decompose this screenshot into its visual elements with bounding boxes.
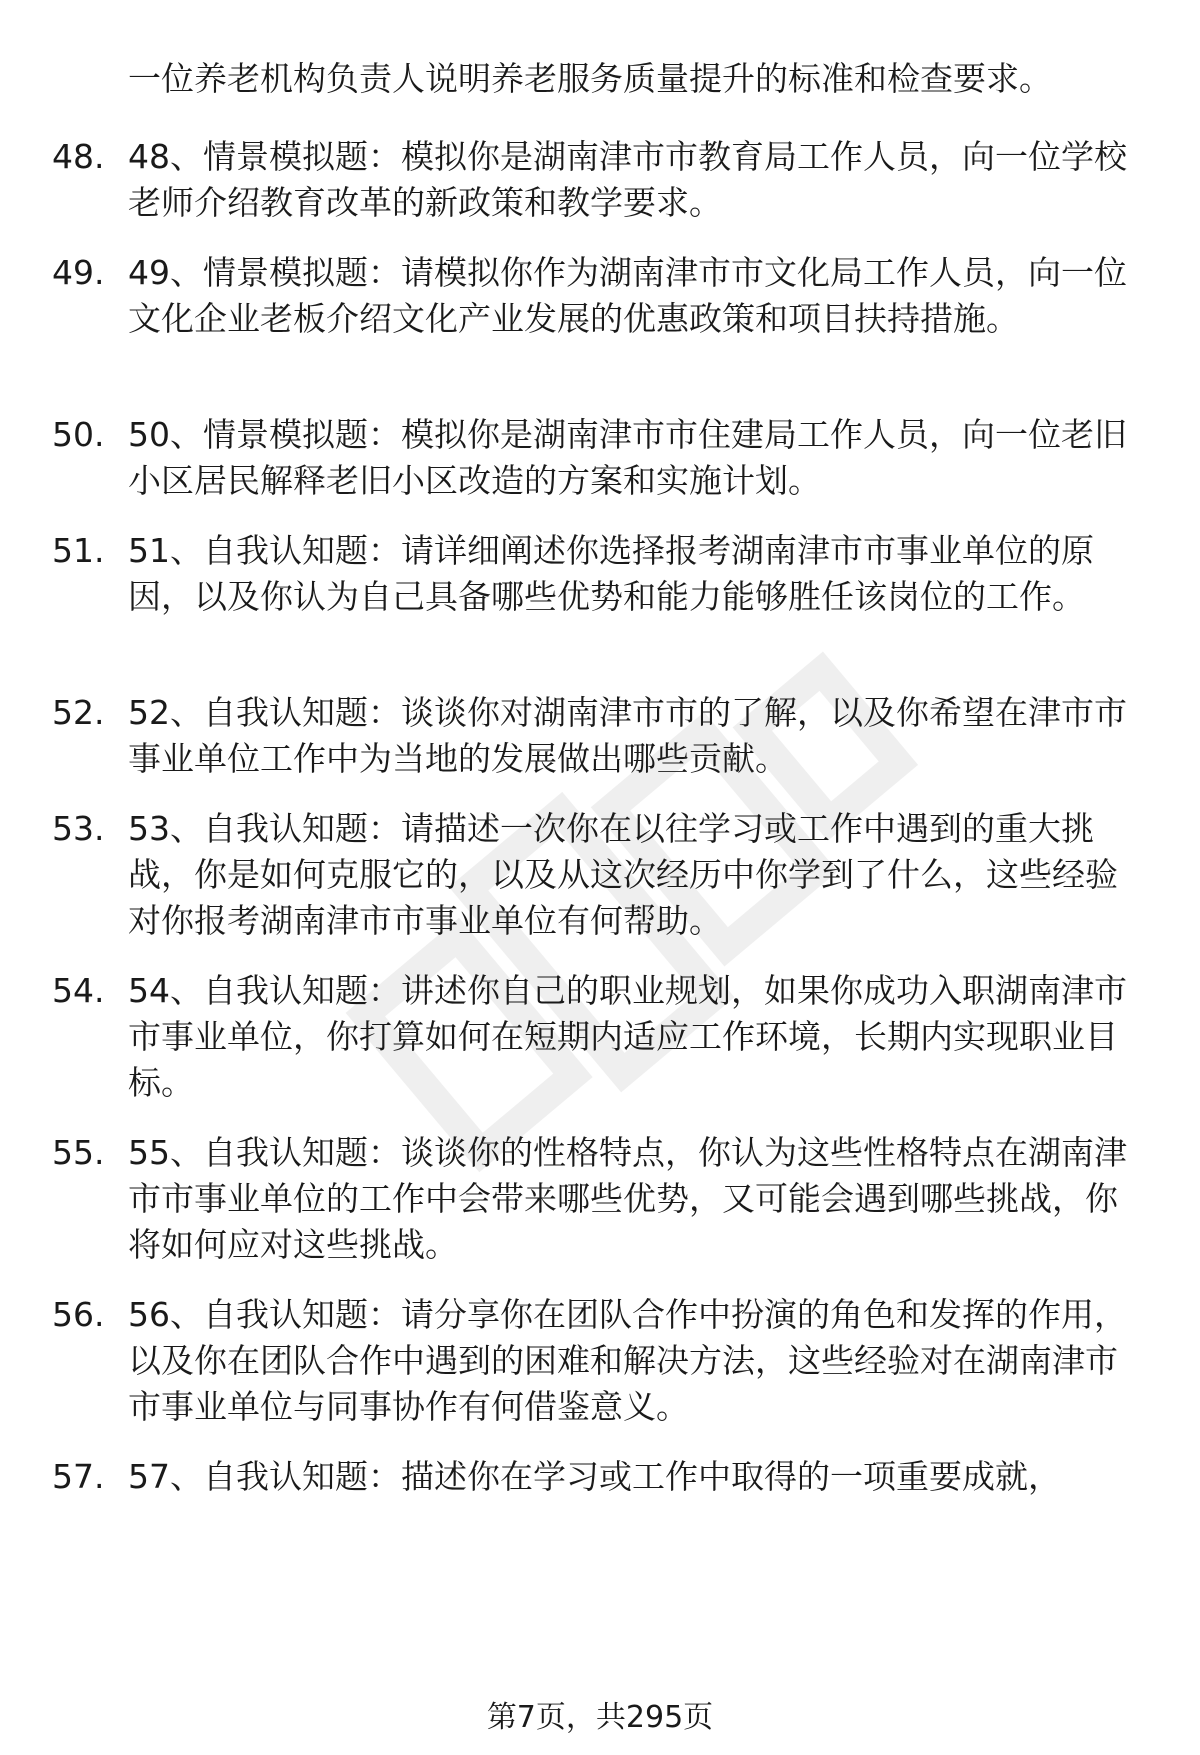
item-text: 52、自我认知题：谈谈你对湖南津市市的了解，以及你希望在津市市事业单位工作中为当地的发展做出哪些贡献。: [128, 693, 1127, 778]
item-number: 53.: [52, 809, 105, 848]
item-number: 54.: [52, 971, 105, 1010]
item-text: 51、自我认知题：请详细阐述你选择报考湖南津市市事业单位的原因，以及你认为自己具备哪些优势和能力能够胜任该岗位的工作。: [128, 531, 1094, 616]
item-number: 50.: [52, 415, 105, 454]
item-number: 49.: [52, 253, 105, 292]
item-text: 54、自我认知题：讲述你自己的职业规划，如果你成功入职湖南津市市事业单位，你打算如何在短期内适应工作环境，长期内实现职业目标。: [128, 971, 1127, 1102]
item-number: 55.: [52, 1133, 105, 1172]
item-number: 48.: [52, 137, 105, 176]
item-text: 50、情景模拟题：模拟你是湖南津市市住建局工作人员，向一位老旧小区居民解释老旧小区改造的方案和实施计划。: [128, 415, 1127, 500]
item-text: 57、自我认知题：描述你在学习或工作中取得的一项重要成就，: [128, 1457, 1061, 1496]
item-number: 56.: [52, 1295, 105, 1334]
continuation-text: 一位养老机构负责人说明养老服务质量提升的标准和检查要求。: [128, 59, 1052, 98]
item-text: 55、自我认知题：谈谈你的性格特点，你认为这些性格特点在湖南津市市事业单位的工作中会带来哪些优势，又可能会遇到哪些挑战，你将如何应对这些挑战。: [128, 1133, 1127, 1264]
page-footer: 第7页，共295页: [486, 1700, 714, 1735]
item-number: 51.: [52, 531, 105, 570]
item-number: 52.: [52, 693, 105, 732]
item-text: 49、情景模拟题：请模拟你作为湖南津市市文化局工作人员，向一位文化企业老板介绍文化产业发展的优惠政策和项目扶持措施。: [128, 253, 1127, 338]
item-text: 53、自我认知题：请描述一次你在以往学习或工作中遇到的重大挑战，你是如何克服它的，以及从这次经历中你学到了什么，这些经验对你报考湖南津市市事业单位有何帮助。: [128, 809, 1118, 940]
item-text: 56、自我认知题：请分享你在团队合作中扮演的角色和发挥的作用，以及你在团队合作中遇到的困难和解决方法，这些经验对在湖南津市市事业单位与同事协作有何借鉴意义。: [128, 1295, 1127, 1426]
item-text: 48、情景模拟题：模拟你是湖南津市市教育局工作人员，向一位学校老师介绍教育改革的新政策和教学要求。: [128, 137, 1127, 222]
item-number: 57.: [52, 1457, 105, 1496]
